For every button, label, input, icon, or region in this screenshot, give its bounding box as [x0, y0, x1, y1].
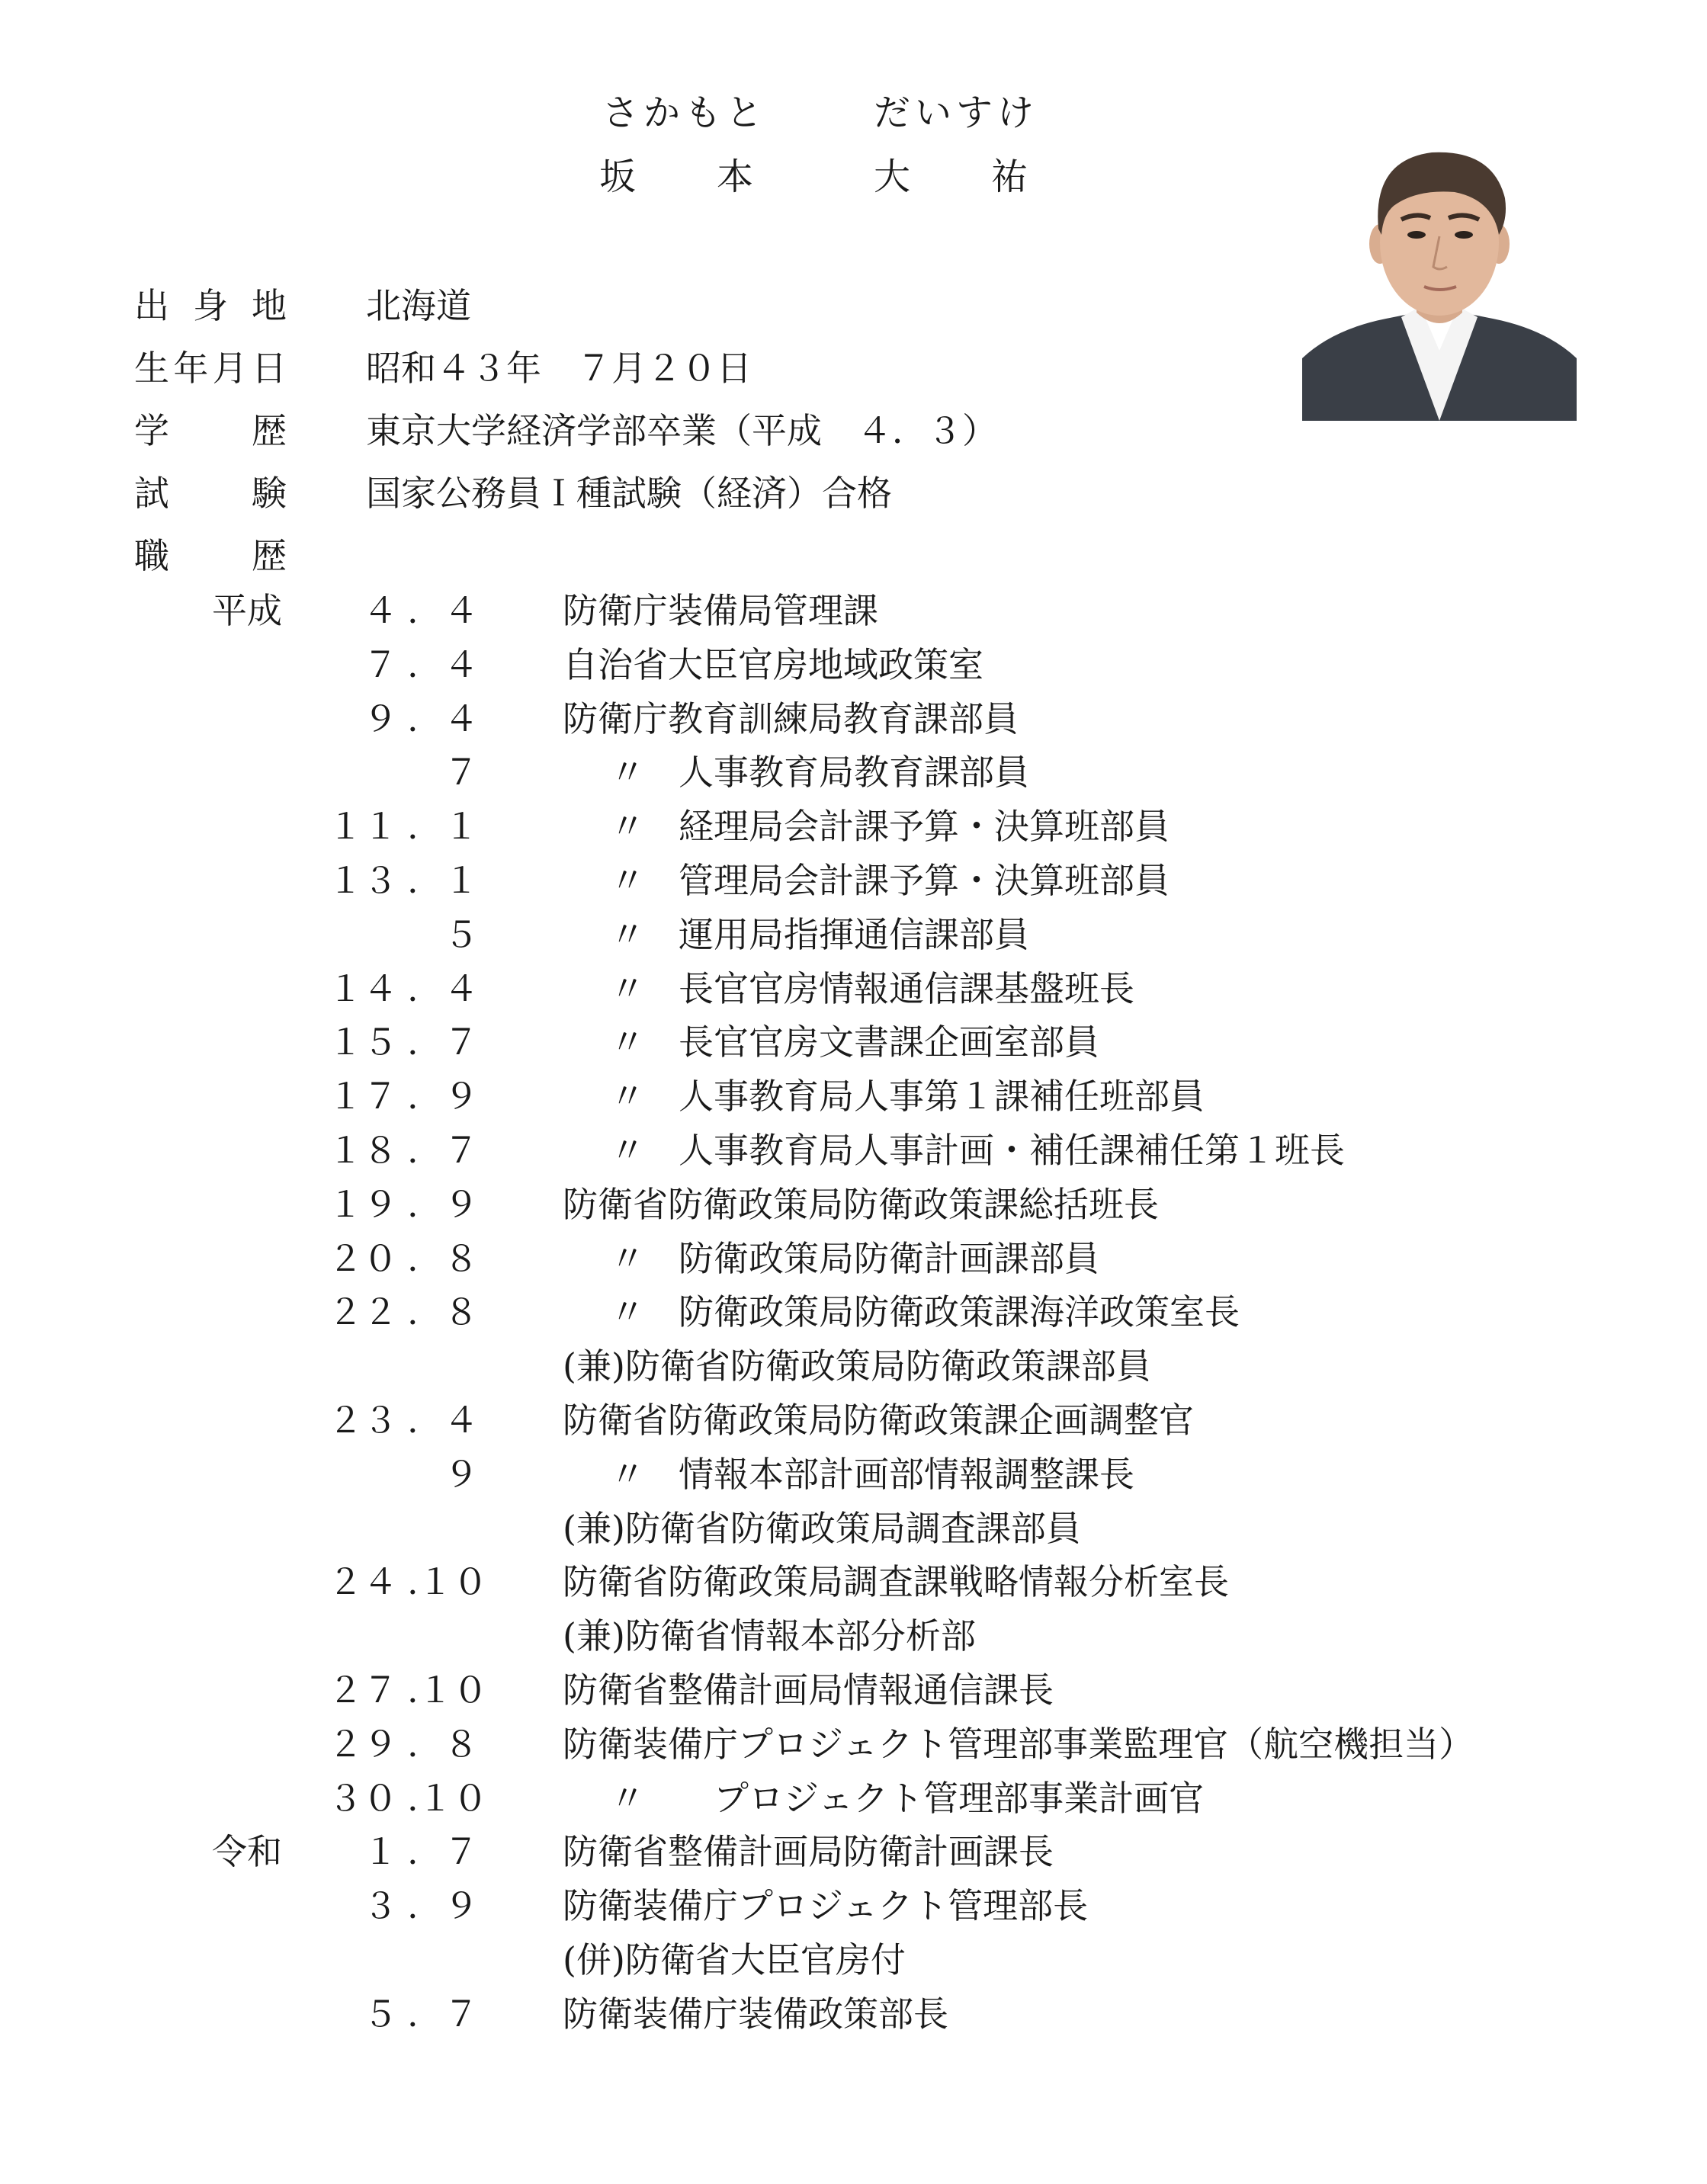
career-month: ８: [444, 1724, 479, 1765]
career-date-separator: .: [407, 806, 419, 847]
career-era: 令和: [212, 1831, 282, 1872]
career-year: １５: [328, 1021, 398, 1063]
career-organization: 防衛庁装備局管理課: [563, 590, 878, 631]
career-position: プロジェクト管理部事業計画官: [679, 1778, 1205, 1819]
career-month: ４: [444, 1400, 479, 1441]
career-date-separator: .: [407, 1021, 419, 1063]
value-birthdate: 昭和４３年 ７月２０日: [366, 348, 752, 389]
career-month: ７: [444, 1993, 479, 2035]
label-char: 学: [134, 410, 169, 451]
career-date-separator: .: [407, 1885, 419, 1926]
career-position: 情報本部計画部情報調整課長: [679, 1454, 1134, 1495]
career-month: ８: [444, 1291, 479, 1333]
career-month: ９: [444, 1885, 479, 1926]
career-date-separator: .: [407, 1184, 419, 1225]
career-organization: 防衛省整備計画局情報通信課長: [563, 1669, 1054, 1711]
name-reading-family: さかもと: [602, 91, 768, 134]
portrait-illustration: [1302, 130, 1577, 421]
career-month: ４: [444, 968, 479, 1009]
name-kanji-3: 大: [874, 156, 911, 198]
name-kanji-4: 祐: [991, 156, 1028, 198]
label-char: 生: [134, 348, 169, 389]
career-organization: 防衛庁教育訓練局教育課部員: [563, 698, 1019, 739]
career-ditto-mark: 〃: [610, 1778, 645, 1819]
career-organization: (兼)防衛省防衛政策局防衛政策課部員: [563, 1345, 1151, 1387]
career-month: １０: [418, 1669, 488, 1711]
career-month: ９: [444, 1184, 479, 1225]
career-month: １０: [418, 1561, 488, 1602]
career-organization: 自治省大臣官房地域政策室: [563, 644, 983, 685]
label-career: [134, 535, 287, 576]
career-year: １９: [328, 1184, 398, 1225]
career-organization: (併)防衛省大臣官房付: [563, 1939, 906, 1980]
label-birthplace: [134, 285, 287, 326]
career-ditto-mark: 〃: [610, 1076, 645, 1117]
career-year: ９: [363, 698, 398, 739]
career-month: ４: [444, 644, 479, 685]
career-year: １３: [328, 860, 398, 901]
career-position: 管理局会計課予算・決算班部員: [679, 860, 1170, 901]
label-char: 験: [252, 473, 287, 514]
career-date-separator: .: [407, 1400, 419, 1441]
career-ditto-mark: 〃: [610, 752, 645, 793]
label-char: 出: [134, 285, 169, 326]
career-organization: 防衛装備庁プロジェクト管理部長: [563, 1885, 1089, 1926]
career-date-separator: .: [407, 1076, 419, 1117]
career-year: ５: [363, 1993, 398, 2035]
career-year: ２９: [328, 1724, 398, 1765]
career-position: 経理局会計課予算・決算班部員: [679, 806, 1170, 847]
career-date-separator: .: [407, 1238, 419, 1279]
career-organization: 防衛省整備計画局防衛計画課長: [563, 1831, 1054, 1872]
career-organization: (兼)防衛省防衛政策局調査課部員: [563, 1508, 1081, 1549]
career-ditto-mark: 〃: [610, 1238, 645, 1279]
label-char: 歴: [252, 410, 287, 451]
career-year: １８: [328, 1130, 398, 1171]
career-position: 長官官房文書課企画室部員: [679, 1021, 1099, 1063]
value-education: 東京大学経済学部卒業（平成 ４．３）: [366, 410, 997, 451]
career-month: ４: [444, 698, 479, 739]
career-year: １１: [328, 806, 398, 847]
career-year: ４: [363, 590, 398, 631]
career-month: ７: [444, 1831, 479, 1872]
label-char: 職: [134, 535, 169, 576]
career-date-separator: .: [407, 1993, 419, 2035]
career-date-separator: .: [407, 1724, 419, 1765]
career-year: ３０: [328, 1778, 398, 1819]
career-month: ９: [444, 1454, 479, 1495]
career-date-separator: .: [407, 644, 419, 685]
label-char: 月: [212, 348, 248, 389]
career-organization: (兼)防衛省情報本部分析部: [563, 1615, 976, 1656]
career-year: ２２: [328, 1291, 398, 1333]
career-date-separator: .: [407, 1778, 419, 1819]
career-date-separator: .: [407, 1561, 419, 1602]
label-education: [134, 410, 287, 451]
career-month: ７: [444, 1021, 479, 1063]
career-year: ２３: [328, 1400, 398, 1441]
career-organization: 防衛省防衛政策局防衛政策課総括班長: [563, 1184, 1159, 1225]
career-month: ８: [444, 1238, 479, 1279]
value-birthplace: 北海道: [366, 285, 471, 326]
career-position: 人事教育局人事計画・補任課補任第１班長: [679, 1130, 1345, 1171]
career-month: ７: [444, 752, 479, 793]
value-exam: 国家公務員Ｉ種試験（経済）合格: [366, 473, 892, 514]
career-ditto-mark: 〃: [610, 968, 645, 1009]
career-year: ３: [363, 1885, 398, 1926]
career-month: ９: [444, 1076, 479, 1117]
career-date-separator: .: [407, 698, 419, 739]
career-date-separator: .: [407, 590, 419, 631]
label-char: 試: [134, 473, 169, 514]
career-year: ２７: [328, 1669, 398, 1711]
career-year: ２４: [328, 1561, 398, 1602]
label-exam: [134, 473, 287, 514]
career-year: １４: [328, 968, 398, 1009]
career-year: ２０: [328, 1238, 398, 1279]
career-month: １０: [418, 1778, 488, 1819]
career-organization: 防衛装備庁装備政策部長: [563, 1993, 948, 2035]
career-position: 人事教育局人事第１課補任班部員: [679, 1076, 1205, 1117]
career-ditto-mark: 〃: [610, 914, 645, 955]
career-month: １: [444, 860, 479, 901]
career-date-separator: .: [407, 1831, 419, 1872]
career-position: 防衛政策局防衛政策課海洋政策室長: [679, 1291, 1240, 1333]
career-position: 人事教育局教育課部員: [679, 752, 1029, 793]
career-ditto-mark: 〃: [610, 1454, 645, 1495]
name-kanji-2: 本: [717, 156, 754, 198]
career-date-separator: .: [407, 968, 419, 1009]
label-char: 歴: [252, 535, 287, 576]
career-organization: 防衛省防衛政策局防衛政策課企画調整官: [563, 1400, 1194, 1441]
name-kanji-1: 坂: [599, 156, 637, 198]
career-month: ５: [444, 914, 479, 955]
career-month: １: [444, 806, 479, 847]
career-ditto-mark: 〃: [610, 1291, 645, 1333]
career-organization: 防衛省防衛政策局調査課戦略情報分析室長: [563, 1561, 1229, 1602]
name-reading-given: だいすけ: [874, 91, 1039, 134]
career-year: １７: [328, 1076, 398, 1117]
career-ditto-mark: 〃: [610, 806, 645, 847]
career-date-separator: .: [407, 1291, 419, 1333]
career-position: 防衛政策局防衛計画課部員: [679, 1238, 1099, 1279]
label-char: 身: [193, 285, 228, 326]
career-date-separator: .: [407, 1130, 419, 1171]
career-position: 長官官房情報通信課基盤班長: [679, 968, 1134, 1009]
label-char: 地: [252, 285, 287, 326]
career-ditto-mark: 〃: [610, 1021, 645, 1063]
career-ditto-mark: 〃: [610, 1130, 645, 1171]
portrait-photo: [1302, 130, 1577, 421]
career-month: ７: [444, 1130, 479, 1171]
career-position: 運用局指揮通信課部員: [679, 914, 1029, 955]
label-char: 日: [251, 348, 287, 389]
career-ditto-mark: 〃: [610, 860, 645, 901]
career-era: 平成: [212, 590, 282, 631]
career-year: １: [363, 1831, 398, 1872]
label-char: 年: [173, 348, 209, 389]
label-birthdate: [134, 348, 287, 389]
career-year: ７: [363, 644, 398, 685]
career-date-separator: .: [407, 860, 419, 901]
career-month: ４: [444, 590, 479, 631]
career-date-separator: .: [407, 1669, 419, 1711]
career-organization: 防衛装備庁プロジェクト管理部事業監理官（航空機担当）: [563, 1724, 1474, 1765]
